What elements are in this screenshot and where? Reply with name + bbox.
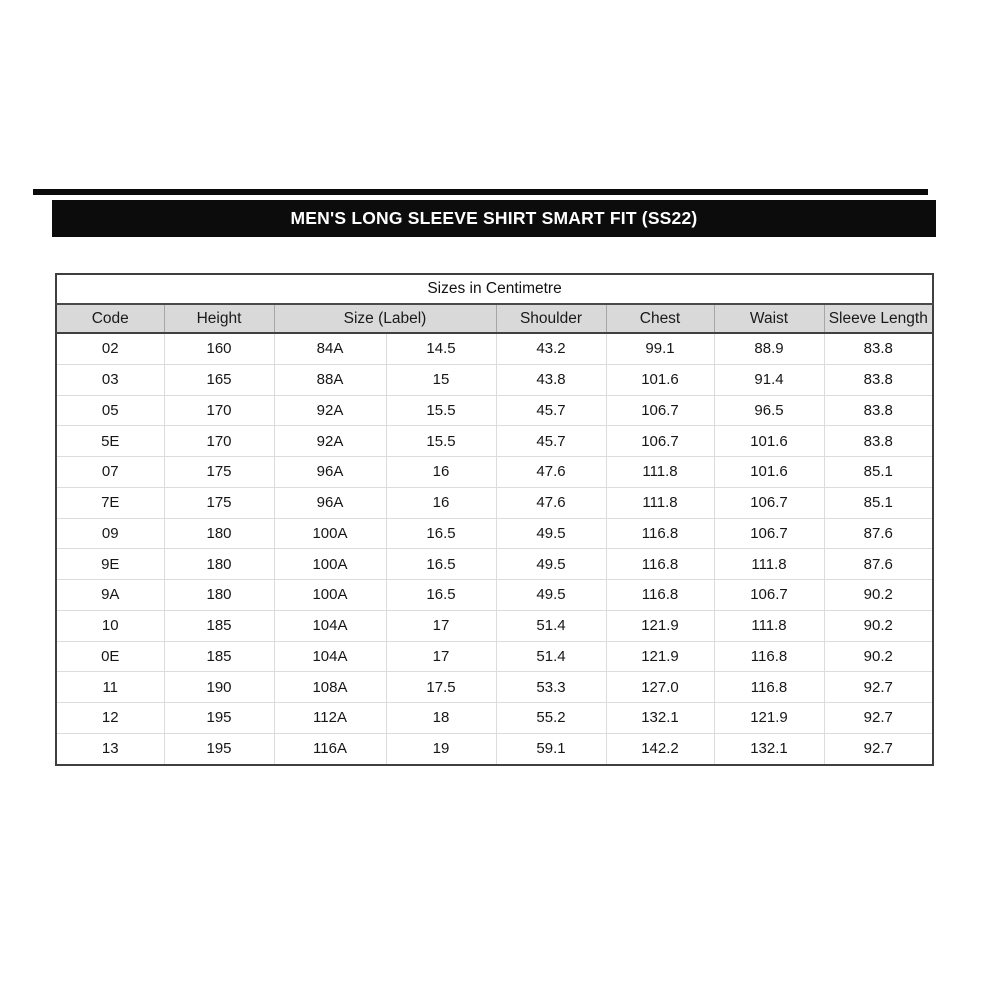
table-cell: 17.5 — [386, 672, 496, 703]
table-cell: 90.2 — [824, 641, 933, 672]
table-cell: 49.5 — [496, 580, 606, 611]
size-table-body — [56, 333, 933, 765]
table-cell: 55.2 — [496, 703, 606, 734]
table-row — [56, 518, 933, 549]
table-cell: 101.6 — [714, 457, 824, 488]
column-header-code: Code — [56, 304, 164, 333]
table-cell: 92A — [274, 395, 386, 426]
table-cell: 84A — [274, 333, 386, 364]
table-cell: 83.8 — [824, 395, 933, 426]
table-cell: 45.7 — [496, 426, 606, 457]
table-cell: 106.7 — [714, 518, 824, 549]
table-cell: 160 — [164, 333, 274, 364]
table-cell: 43.2 — [496, 333, 606, 364]
table-cell: 12 — [56, 703, 164, 734]
table-cell: 111.8 — [714, 549, 824, 580]
table-cell: 180 — [164, 549, 274, 580]
table-row — [56, 703, 933, 734]
table-cell: 17 — [386, 641, 496, 672]
table-cell: 175 — [164, 457, 274, 488]
table-cell: 83.8 — [824, 426, 933, 457]
table-cell: 106.7 — [714, 580, 824, 611]
table-cell: 101.6 — [714, 426, 824, 457]
table-cell: 59.1 — [496, 733, 606, 764]
table-cell: 43.8 — [496, 364, 606, 395]
table-cell: 104A — [274, 641, 386, 672]
table-cell: 85.1 — [824, 487, 933, 518]
table-cell: 116.8 — [606, 549, 714, 580]
table-cell: 121.9 — [606, 641, 714, 672]
table-cell: 92A — [274, 426, 386, 457]
table-cell: 185 — [164, 641, 274, 672]
table-caption-row — [56, 274, 933, 304]
page-title: MEN'S LONG SLEEVE SHIRT SMART FIT (SS22) — [290, 208, 698, 228]
table-cell: 0E — [56, 641, 164, 672]
table-cell: 116A — [274, 733, 386, 764]
table-cell: 16.5 — [386, 580, 496, 611]
table-cell: 47.6 — [496, 457, 606, 488]
table-cell: 16.5 — [386, 518, 496, 549]
table-row — [56, 733, 933, 764]
table-cell: 195 — [164, 733, 274, 764]
table-cell: 165 — [164, 364, 274, 395]
table-cell: 121.9 — [714, 703, 824, 734]
table-cell: 127.0 — [606, 672, 714, 703]
table-cell: 170 — [164, 426, 274, 457]
table-cell: 96A — [274, 457, 386, 488]
table-cell: 15 — [386, 364, 496, 395]
table-row — [56, 333, 933, 364]
table-cell: 132.1 — [714, 733, 824, 764]
table-caption: Sizes in Centimetre — [56, 274, 933, 304]
table-cell: 19 — [386, 733, 496, 764]
table-header-row — [56, 304, 933, 333]
table-row — [56, 426, 933, 457]
table-cell: 14.5 — [386, 333, 496, 364]
title-banner — [52, 200, 936, 237]
size-chart — [55, 273, 932, 766]
table-cell: 53.3 — [496, 672, 606, 703]
table-cell: 92.7 — [824, 703, 933, 734]
table-cell: 85.1 — [824, 457, 933, 488]
table-cell: 16 — [386, 487, 496, 518]
table-cell: 03 — [56, 364, 164, 395]
table-row — [56, 672, 933, 703]
table-row — [56, 487, 933, 518]
table-cell: 96.5 — [714, 395, 824, 426]
table-cell: 45.7 — [496, 395, 606, 426]
table-cell: 49.5 — [496, 549, 606, 580]
table-cell: 111.8 — [606, 487, 714, 518]
table-cell: 5E — [56, 426, 164, 457]
table-cell: 07 — [56, 457, 164, 488]
table-cell: 180 — [164, 580, 274, 611]
table-cell: 02 — [56, 333, 164, 364]
table-cell: 83.8 — [824, 333, 933, 364]
table-cell: 15.5 — [386, 426, 496, 457]
table-cell: 100A — [274, 549, 386, 580]
column-header-height: Height — [164, 304, 274, 333]
table-row — [56, 395, 933, 426]
table-cell: 99.1 — [606, 333, 714, 364]
table-cell: 9E — [56, 549, 164, 580]
table-row — [56, 610, 933, 641]
table-cell: 116.8 — [714, 641, 824, 672]
table-cell: 92.7 — [824, 733, 933, 764]
table-cell: 180 — [164, 518, 274, 549]
table-cell: 106.7 — [606, 395, 714, 426]
table-cell: 106.7 — [714, 487, 824, 518]
table-cell: 47.6 — [496, 487, 606, 518]
table-cell: 96A — [274, 487, 386, 518]
table-cell: 87.6 — [824, 518, 933, 549]
table-cell: 195 — [164, 703, 274, 734]
table-row — [56, 364, 933, 395]
column-header-sleeve-length: Sleeve Length — [824, 304, 933, 333]
table-cell: 83.8 — [824, 364, 933, 395]
table-cell: 116.8 — [714, 672, 824, 703]
table-cell: 88A — [274, 364, 386, 395]
table-cell: 111.8 — [714, 610, 824, 641]
table-cell: 91.4 — [714, 364, 824, 395]
table-cell: 111.8 — [606, 457, 714, 488]
table-cell: 05 — [56, 395, 164, 426]
table-cell: 13 — [56, 733, 164, 764]
table-row — [56, 549, 933, 580]
column-header-size-label: Size (Label) — [274, 304, 496, 333]
table-cell: 185 — [164, 610, 274, 641]
table-cell: 16.5 — [386, 549, 496, 580]
table-cell: 112A — [274, 703, 386, 734]
size-table — [55, 273, 934, 766]
column-header-chest: Chest — [606, 304, 714, 333]
table-cell: 09 — [56, 518, 164, 549]
table-cell: 106.7 — [606, 426, 714, 457]
table-row — [56, 457, 933, 488]
table-cell: 116.8 — [606, 580, 714, 611]
table-cell: 9A — [56, 580, 164, 611]
table-cell: 88.9 — [714, 333, 824, 364]
table-cell: 7E — [56, 487, 164, 518]
table-row — [56, 641, 933, 672]
table-cell: 100A — [274, 518, 386, 549]
table-cell: 11 — [56, 672, 164, 703]
table-cell: 121.9 — [606, 610, 714, 641]
table-cell: 49.5 — [496, 518, 606, 549]
table-cell: 87.6 — [824, 549, 933, 580]
table-cell: 101.6 — [606, 364, 714, 395]
table-cell: 100A — [274, 580, 386, 611]
table-cell: 90.2 — [824, 580, 933, 611]
table-cell: 18 — [386, 703, 496, 734]
table-cell: 90.2 — [824, 610, 933, 641]
table-row — [56, 580, 933, 611]
table-cell: 170 — [164, 395, 274, 426]
table-cell: 51.4 — [496, 641, 606, 672]
table-cell: 10 — [56, 610, 164, 641]
table-cell: 51.4 — [496, 610, 606, 641]
column-header-shoulder: Shoulder — [496, 304, 606, 333]
table-cell: 142.2 — [606, 733, 714, 764]
banner-top-strip — [33, 189, 928, 195]
table-cell: 132.1 — [606, 703, 714, 734]
table-cell: 17 — [386, 610, 496, 641]
table-cell: 15.5 — [386, 395, 496, 426]
table-cell: 108A — [274, 672, 386, 703]
table-cell: 16 — [386, 457, 496, 488]
table-cell: 104A — [274, 610, 386, 641]
column-header-waist: Waist — [714, 304, 824, 333]
table-cell: 116.8 — [606, 518, 714, 549]
table-cell: 92.7 — [824, 672, 933, 703]
table-cell: 190 — [164, 672, 274, 703]
table-cell: 175 — [164, 487, 274, 518]
